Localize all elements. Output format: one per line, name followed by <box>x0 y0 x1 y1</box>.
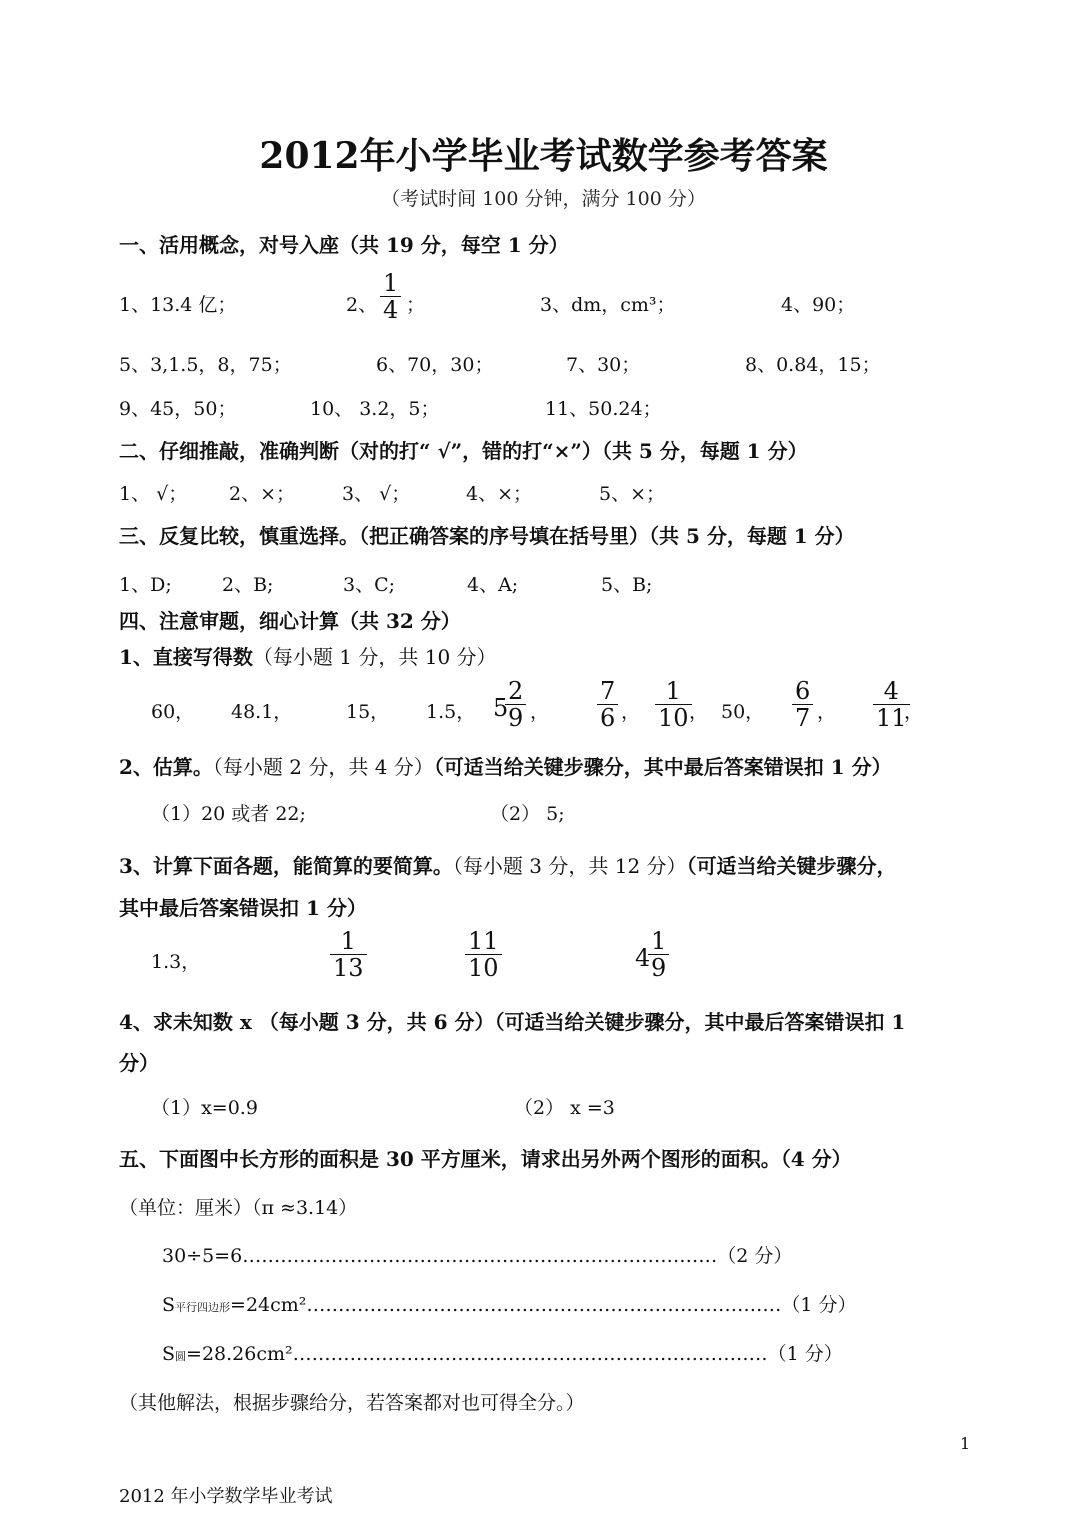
q4-3-label: 3、计算下面各题，能简算的要简算。 <box>119 854 453 878</box>
fraction-denominator: 10 <box>658 704 689 733</box>
q4-1-comma: ， <box>817 701 837 723</box>
section-2-heading: 二、仔细推敲，准确判断（对的打“ √”，错的打“×”）（共 5 分，每题 1 分） <box>119 439 808 463</box>
answer-1-3: 3、dm，cm³； <box>540 294 676 316</box>
q4-1-v3: 15， <box>346 701 390 723</box>
q4-2-note: （每小题 2 分，共 4 分） <box>212 755 434 779</box>
q4-3-heading-line2: 其中最后答案错误扣 1 分） <box>119 896 367 920</box>
area-symbol: S <box>162 1343 176 1365</box>
answer-3-3: 3、C; <box>343 574 396 596</box>
answer-1-5: 5、3,1.5，8，75； <box>119 354 292 376</box>
q4-1-v6-fraction <box>597 678 618 732</box>
answer-1-2-prefix: 2、 <box>346 294 378 316</box>
q4-4-heading: 4、求未知数 x （每小题 3 分，共 6 分）（可适当给关键步骤分，其中最后答案错误扣 1 <box>119 1010 906 1034</box>
answer-1-8: 8、0.84，15； <box>745 354 881 376</box>
answer-1-2-fraction <box>380 270 401 324</box>
q4-3-tail: （可适当给关键步骤分， <box>686 854 897 878</box>
q4-1-v2: 48.1， <box>231 701 293 723</box>
q4-1-v5-fraction <box>505 678 526 732</box>
fraction-denominator: 9 <box>508 704 524 733</box>
fraction-numerator: 1 <box>340 927 356 955</box>
section-1-heading: 一、活用概念，对号入座（共 19 分，每空 1 分） <box>119 233 569 257</box>
q4-1-v8: 50， <box>721 701 765 723</box>
fraction-denominator: 11 <box>876 704 907 733</box>
answer-3-1: 1、D; <box>119 574 172 596</box>
s5-note: （其他解法，根据步骤给分，若答案都对也可得全分。） <box>119 1392 585 1414</box>
fraction-numerator: 4 <box>883 677 899 705</box>
s5-step2 <box>162 1290 857 1317</box>
q4-2-a2: （2） 5; <box>490 803 565 825</box>
s5-unit: （单位：厘米）（π ≈3.14） <box>119 1197 358 1219</box>
q4-3-heading <box>119 850 897 879</box>
answer-2-3: 3、 √； <box>342 483 411 505</box>
area-symbol: S <box>162 1294 176 1316</box>
fraction-denominator: 6 <box>600 704 616 733</box>
q4-3-a2-fraction <box>330 928 367 982</box>
section-5-heading: 五、下面图中长方形的面积是 30 平方厘米，请求出另外两个图形的面积。（4 分） <box>119 1147 852 1171</box>
page-number: 1 <box>960 1434 971 1453</box>
q4-2-heading <box>119 751 892 780</box>
answer-2-2: 2、×； <box>229 483 296 505</box>
q4-3-note: （每小题 3 分，共 12 分） <box>452 854 687 878</box>
q4-3-a3-fraction <box>465 928 502 982</box>
q4-1-v5-whole: 5 <box>493 694 509 722</box>
q4-3-a4-whole: 4 <box>635 944 651 972</box>
q4-4-heading-line2: 分） <box>119 1051 159 1075</box>
fraction-denominator: 13 <box>333 954 364 983</box>
q4-4-a2: （2） x =3 <box>514 1097 615 1119</box>
fraction-denominator: 10 <box>468 954 499 983</box>
answer-1-1: 1、13.4 亿； <box>119 294 237 316</box>
fraction-numerator: 6 <box>795 677 811 705</box>
q4-1-v1: 60， <box>151 701 195 723</box>
answer-1-10: 10、 3.2，5； <box>310 398 440 420</box>
section-3-heading: 三、反复比较，慎重选择。（把正确答案的序号填在括号里）（共 5 分，每题 1 分） <box>119 524 855 548</box>
fraction-numerator: 2 <box>508 677 524 705</box>
area-subscript: 圆 <box>175 1350 187 1363</box>
q4-1-note: （每小题 1 分，共 10 分） <box>252 645 497 669</box>
page-title: 2012年小学毕业考试数学参考答案 <box>259 135 828 177</box>
fraction-numerator: 7 <box>600 677 616 705</box>
s5-step2-value: =24cm²…………………………………………………………………（1 分） <box>230 1294 857 1316</box>
fraction-numerator: 1 <box>665 677 681 705</box>
answer-3-5: 5、B; <box>601 574 653 596</box>
fraction-denominator: 7 <box>795 704 811 733</box>
answer-3-4: 4、A; <box>467 574 519 596</box>
answer-2-4: 4、×； <box>466 483 533 505</box>
q4-4-a1: （1）x=0.9 <box>151 1097 258 1119</box>
s5-step1: 30÷5=6…………………………………………………………………（2 分） <box>162 1245 793 1267</box>
q4-1-comma: ， <box>689 701 709 723</box>
footer: 2012 年小学数学毕业考试 <box>119 1486 333 1507</box>
answer-1-7: 7、30； <box>566 354 641 376</box>
q4-3-a4-fraction <box>648 928 669 982</box>
answer-2-5: 5、×； <box>599 483 666 505</box>
q4-2-a1: （1）20 或者 22; <box>151 803 306 825</box>
q4-2-tail: （可适当给关键步骤分，其中最后答案错误扣 1 分） <box>433 755 892 779</box>
q4-1-v7-fraction <box>655 678 692 732</box>
q4-3-a1: 1.3， <box>151 951 201 973</box>
exam-info: （考试时间 100 分钟，满分 100 分） <box>381 188 706 210</box>
q4-1-comma: ， <box>904 701 924 723</box>
q4-1-comma: ， <box>530 701 550 723</box>
section-4-heading: 四、注意审题，细心计算（共 32 分） <box>119 609 461 633</box>
q4-1-comma: ， <box>621 701 641 723</box>
q4-1-v4: 1.5， <box>426 701 476 723</box>
s5-step3 <box>162 1339 843 1366</box>
fraction-denominator: 9 <box>651 954 667 983</box>
answer-2-1: 1、 √； <box>119 483 188 505</box>
answer-3-2: 2、B; <box>222 574 274 596</box>
q4-1-heading <box>119 641 497 670</box>
answer-1-9: 9、45，50； <box>119 398 237 420</box>
answer-1-11: 11、50.24； <box>545 398 662 420</box>
fraction-numerator: 1 <box>383 269 399 297</box>
q4-1-label: 1、直接写得数 <box>119 645 253 669</box>
answer-1-6: 6、70，30； <box>376 354 494 376</box>
fraction-numerator: 1 <box>651 927 667 955</box>
area-subscript: 平行四边形 <box>175 1301 231 1314</box>
answer-1-2-suffix: ； <box>406 294 426 316</box>
q4-1-v9-fraction <box>792 678 813 732</box>
q4-2-label: 2、估算。 <box>119 755 213 779</box>
fraction-denominator: 4 <box>383 296 399 325</box>
answer-1-4: 4、90； <box>781 294 856 316</box>
s5-step3-value: =28.26cm²…………………………………………………………………（1 分） <box>186 1343 843 1365</box>
fraction-numerator: 11 <box>468 927 499 955</box>
